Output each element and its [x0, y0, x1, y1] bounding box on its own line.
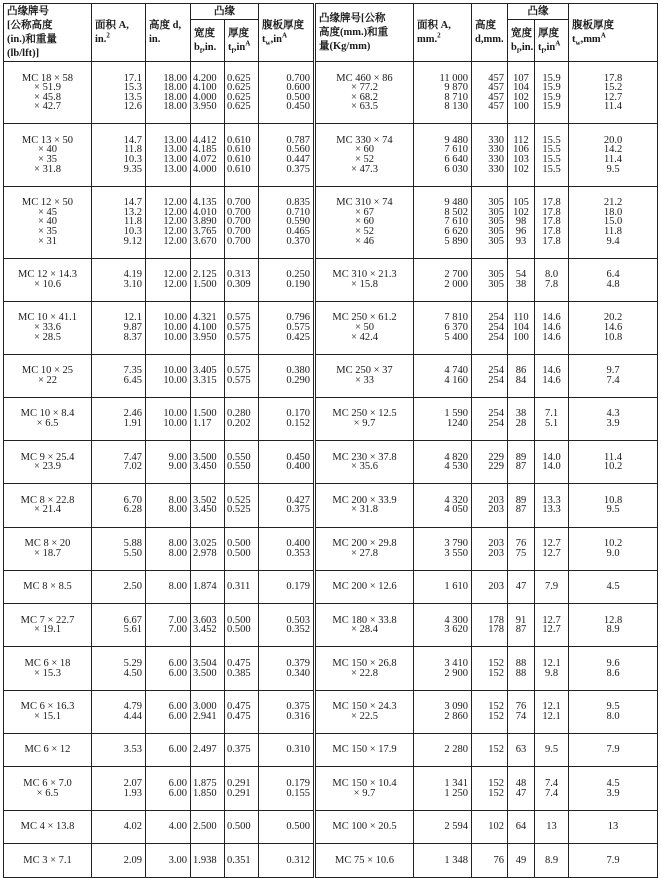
cell-si-des: MC 100 × 20.5 [315, 810, 414, 844]
table-row [4, 604, 658, 647]
cell-us-d: 18.00 18.00 18.00 18.00 [146, 62, 191, 124]
header-us-flange-thickness: 厚度 $t_f,in^A$ [225, 20, 259, 62]
cell-si-tw: 11.4 10.2 [569, 441, 658, 484]
cell-si-bf: 48 47 [508, 767, 535, 810]
cell-us-tf: 0.700 0.700 0.700 0.700 0.700 [225, 186, 259, 258]
cell-si-tf: 14.6 14.6 [535, 354, 569, 397]
cell-us-a: 5.29 4.50 [92, 647, 146, 690]
cell-si-d: 203 203 [472, 527, 508, 570]
cell-si-tw: 7.9 [569, 844, 658, 878]
cell-us-des: MC 10 × 41.1 × 33.6 × 28.5 [4, 301, 92, 354]
table-row [4, 301, 658, 354]
cell-us-d: 4.00 [146, 810, 191, 844]
cell-us-tf: 0.500 0.500 [225, 527, 259, 570]
cell-us-d: 6.00 [146, 733, 191, 767]
table-row [4, 844, 658, 878]
cell-us-des: MC 6 × 16.3 × 15.1 [4, 690, 92, 733]
cell-si-d: 152 152 [472, 767, 508, 810]
cell-us-bf: 4.321 4.100 3.950 [191, 301, 225, 354]
cell-si-tw: 6.4 4.8 [569, 258, 658, 301]
cell-us-d: 8.00 [146, 570, 191, 604]
cell-si-des: MC 250 × 61.2 × 50 × 42.4 [315, 301, 414, 354]
cell-us-a: 2.07 1.93 [92, 767, 146, 810]
cell-us-bf: 1.875 1.850 [191, 767, 225, 810]
table-row [4, 397, 658, 440]
cell-si-d: 102 [472, 810, 508, 844]
cell-si-d: 76 [472, 844, 508, 878]
cell-si-d: 254 254 254 [472, 301, 508, 354]
cell-si-tw: 13 [569, 810, 658, 844]
cell-si-a: 2 594 [414, 810, 472, 844]
cell-us-des: MC 7 × 22.7 × 19.1 [4, 604, 92, 647]
cell-si-d: 178 178 [472, 604, 508, 647]
cell-si-tw: 4.3 3.9 [569, 397, 658, 440]
cell-si-tf: 8.0 7.8 [535, 258, 569, 301]
cell-si-bf: 49 [508, 844, 535, 878]
cell-us-des: MC 6 × 18 × 15.3 [4, 647, 92, 690]
cell-si-bf: 76 75 [508, 527, 535, 570]
cell-us-des: MC 8 × 8.5 [4, 570, 92, 604]
cell-us-tw: 0.379 0.340 [259, 647, 315, 690]
cell-si-a: 4 740 4 160 [414, 354, 472, 397]
cell-us-bf: 4.135 4.010 3.890 3.765 3.670 [191, 186, 225, 258]
cell-us-tf: 0.625 0.625 0.625 0.625 [225, 62, 259, 124]
cell-us-tf: 0.475 0.385 [225, 647, 259, 690]
cell-us-a: 2.50 [92, 570, 146, 604]
cell-us-a: 2.09 [92, 844, 146, 878]
header-us-designation: 凸缘牌号 [公称高度 (in.)和重量 (lb/lft)] [4, 4, 92, 62]
table-row [4, 124, 658, 186]
cell-si-tf: 7.4 7.4 [535, 767, 569, 810]
cell-si-d: 152 [472, 733, 508, 767]
cell-us-tw: 0.835 0.710 0.590 0.465 0.370 [259, 186, 315, 258]
table-row [4, 186, 658, 258]
cell-us-d: 9.00 9.00 [146, 441, 191, 484]
cell-si-des: MC 180 × 33.8 × 28.4 [315, 604, 414, 647]
cell-si-a: 7 810 6 370 5 400 [414, 301, 472, 354]
cell-us-d: 10.00 10.00 [146, 397, 191, 440]
cell-si-bf: 64 [508, 810, 535, 844]
table-row [4, 354, 658, 397]
cell-us-tw: 0.250 0.190 [259, 258, 315, 301]
cell-si-des: MC 150 × 10.4 × 9.7 [315, 767, 414, 810]
cell-us-tw: 0.170 0.152 [259, 397, 315, 440]
cell-si-a: 9 480 8 502 7 610 6 620 5 890 [414, 186, 472, 258]
table-row [4, 258, 658, 301]
cell-us-tw: 0.179 [259, 570, 315, 604]
cell-si-bf: 112 106 103 102 [508, 124, 535, 186]
cell-si-a: 4 820 4 530 [414, 441, 472, 484]
cell-si-des: MC 250 × 12.5 × 9.7 [315, 397, 414, 440]
cell-us-des: MC 3 × 7.1 [4, 844, 92, 878]
cell-us-bf: 3.502 3.450 [191, 484, 225, 527]
table-row [4, 527, 658, 570]
cell-us-bf: 1.500 1.17 [191, 397, 225, 440]
table-header [4, 4, 658, 62]
cell-si-a: 3 090 2 860 [414, 690, 472, 733]
cell-si-d: 254 254 [472, 397, 508, 440]
cell-si-tf: 8.9 [535, 844, 569, 878]
cell-si-tw: 9.7 7.4 [569, 354, 658, 397]
cell-us-des: MC 6 × 7.0 × 6.5 [4, 767, 92, 810]
cell-si-bf: 89 87 [508, 484, 535, 527]
cell-si-a: 11 000 9 870 8 710 8 130 [414, 62, 472, 124]
cell-si-des: MC 150 × 24.3 × 22.5 [315, 690, 414, 733]
cell-si-a: 4 320 4 050 [414, 484, 472, 527]
cell-us-tf: 0.375 [225, 733, 259, 767]
cell-si-a: 4 300 3 620 [414, 604, 472, 647]
cell-us-des: MC 9 × 25.4 × 23.9 [4, 441, 92, 484]
cell-us-bf: 3.025 2.978 [191, 527, 225, 570]
cell-us-bf: 3.000 2.941 [191, 690, 225, 733]
cell-si-tw: 4.5 3.9 [569, 767, 658, 810]
channel-properties-sheet [3, 3, 657, 878]
cell-si-bf: 47 [508, 570, 535, 604]
cell-si-a: 1 341 1 250 [414, 767, 472, 810]
header-si-flange: 凸缘 [508, 4, 569, 20]
table-row [4, 647, 658, 690]
cell-us-tw: 0.312 [259, 844, 315, 878]
cell-si-bf: 54 38 [508, 258, 535, 301]
cell-us-bf: 1.938 [191, 844, 225, 878]
cell-si-bf: 107 104 102 100 [508, 62, 535, 124]
cell-si-tw: 10.2 9.0 [569, 527, 658, 570]
header-us-depth: 高度 d, in. [146, 4, 191, 62]
cell-us-a: 7.35 6.45 [92, 354, 146, 397]
cell-us-tw: 0.796 0.575 0.425 [259, 301, 315, 354]
cell-si-bf: 89 87 [508, 441, 535, 484]
cell-si-d: 330 330 330 330 [472, 124, 508, 186]
cell-si-tf: 13.3 13.3 [535, 484, 569, 527]
cell-si-des: MC 460 × 86 × 77.2 × 68.2 × 63.5 [315, 62, 414, 124]
cell-us-tf: 0.575 0.575 0.575 [225, 301, 259, 354]
header-us-flange-width: 宽度 $b_f,in$. [191, 20, 225, 62]
cell-us-tw: 0.375 0.316 [259, 690, 315, 733]
header-us-flange: 凸缘 [191, 4, 259, 20]
cell-us-d: 10.00 10.00 [146, 354, 191, 397]
cell-us-tf: 0.500 [225, 810, 259, 844]
cell-us-a: 5.88 5.50 [92, 527, 146, 570]
table-body [4, 62, 658, 878]
cell-us-d: 6.00 6.00 [146, 767, 191, 810]
cell-si-tf: 12.7 12.7 [535, 527, 569, 570]
cell-si-bf: 63 [508, 733, 535, 767]
cell-si-bf: 38 28 [508, 397, 535, 440]
table-row [4, 441, 658, 484]
cell-us-bf: 1.874 [191, 570, 225, 604]
cell-si-tw: 20.2 14.6 10.8 [569, 301, 658, 354]
cell-us-des: MC 4 × 13.8 [4, 810, 92, 844]
header-si-designation: 凸缘牌号[公称 高度(mm.)和重 量(Kg/mm) [315, 4, 414, 62]
cell-si-des: MC 330 × 74 × 60 × 52 × 47.3 [315, 124, 414, 186]
cell-si-des: MC 150 × 17.9 [315, 733, 414, 767]
cell-us-tf: 0.525 0.525 [225, 484, 259, 527]
cell-si-tw: 9.6 8.6 [569, 647, 658, 690]
cell-us-bf: 2.125 1.500 [191, 258, 225, 301]
cell-us-des: MC 8 × 22.8 × 21.4 [4, 484, 92, 527]
cell-si-tf: 9.5 [535, 733, 569, 767]
cell-us-bf: 2.497 [191, 733, 225, 767]
header-si-flange-thickness: 厚度 $t_f,in^A$ [535, 20, 569, 62]
cell-si-d: 305 305 305 305 305 [472, 186, 508, 258]
cell-us-d: 8.00 8.00 [146, 527, 191, 570]
cell-si-des: MC 75 × 10.6 [315, 844, 414, 878]
cell-si-tf: 7.9 [535, 570, 569, 604]
cell-si-bf: 86 84 [508, 354, 535, 397]
cell-us-d: 13.00 13.00 13.00 13.00 [146, 124, 191, 186]
cell-us-tf: 0.500 0.500 [225, 604, 259, 647]
cell-us-tw: 0.427 0.375 [259, 484, 315, 527]
cell-us-des: MC 10 × 8.4 × 6.5 [4, 397, 92, 440]
cell-si-des: MC 310 × 74 × 67 × 60 × 52 × 46 [315, 186, 414, 258]
cell-us-a: 4.02 [92, 810, 146, 844]
cell-si-d: 203 [472, 570, 508, 604]
cell-us-a: 6.70 6.28 [92, 484, 146, 527]
cell-us-tf: 0.291 0.291 [225, 767, 259, 810]
cell-si-des: MC 200 × 12.6 [315, 570, 414, 604]
cell-us-a: 14.7 11.8 10.3 9.35 [92, 124, 146, 186]
table-row [4, 690, 658, 733]
cell-si-a: 3 410 2 900 [414, 647, 472, 690]
header-us-web: 腹板厚度 $t_w,in^A$ [259, 4, 315, 62]
cell-us-tf: 0.311 [225, 570, 259, 604]
cell-si-tf: 12.1 9.8 [535, 647, 569, 690]
cell-us-a: 17.1 15.3 13.5 12.6 [92, 62, 146, 124]
cell-us-des: MC 18 × 58 × 51.9 × 45.8 × 42.7 [4, 62, 92, 124]
cell-us-tf: 0.280 0.202 [225, 397, 259, 440]
cell-us-tf: 0.575 0.575 [225, 354, 259, 397]
cell-si-tw: 7.9 [569, 733, 658, 767]
cell-si-des: MC 230 × 37.8 × 35.6 [315, 441, 414, 484]
cell-si-d: 457 457 457 457 [472, 62, 508, 124]
cell-us-tw: 0.450 0.400 [259, 441, 315, 484]
header-si-area: 面积 A, mm.$^2$ [414, 4, 472, 62]
cell-us-a: 3.53 [92, 733, 146, 767]
cell-us-bf: 3.504 3.500 [191, 647, 225, 690]
cell-us-tw: 0.500 [259, 810, 315, 844]
cell-si-bf: 105 102 98 96 93 [508, 186, 535, 258]
cell-si-des: MC 200 × 33.9 × 31.8 [315, 484, 414, 527]
cell-si-tf: 7.1 5.1 [535, 397, 569, 440]
cell-us-tf: 0.313 0.309 [225, 258, 259, 301]
cell-us-tf: 0.351 [225, 844, 259, 878]
cell-us-d: 7.00 7.00 [146, 604, 191, 647]
cell-us-d: 6.00 6.00 [146, 647, 191, 690]
cell-us-a: 7.47 7.02 [92, 441, 146, 484]
cell-si-tf: 13 [535, 810, 569, 844]
cell-si-tf: 17.8 17.8 17.8 17.8 17.8 [535, 186, 569, 258]
table-row [4, 484, 658, 527]
cell-si-d: 254 254 [472, 354, 508, 397]
cell-us-tw: 0.179 0.155 [259, 767, 315, 810]
cell-si-tw: 17.8 15.2 12.7 11.4 [569, 62, 658, 124]
cell-si-bf: 76 74 [508, 690, 535, 733]
cell-si-bf: 110 104 100 [508, 301, 535, 354]
table-row [4, 767, 658, 810]
cell-us-bf: 3.603 3.452 [191, 604, 225, 647]
cell-us-d: 6.00 6.00 [146, 690, 191, 733]
cell-si-a: 2 700 2 000 [414, 258, 472, 301]
cell-us-a: 2.46 1.91 [92, 397, 146, 440]
cell-si-a: 3 790 3 550 [414, 527, 472, 570]
cell-us-a: 6.67 5.61 [92, 604, 146, 647]
cell-si-tw: 12.8 8.9 [569, 604, 658, 647]
cell-si-tf: 12.7 12.7 [535, 604, 569, 647]
cell-us-tw: 0.400 0.353 [259, 527, 315, 570]
cell-si-des: MC 200 × 29.8 × 27.8 [315, 527, 414, 570]
cell-us-a: 12.1 9.87 8.37 [92, 301, 146, 354]
cell-us-tf: 0.550 0.550 [225, 441, 259, 484]
cell-us-des: MC 8 × 20 × 18.7 [4, 527, 92, 570]
cell-us-d: 3.00 [146, 844, 191, 878]
cell-us-d: 12.00 12.00 12.00 12.00 12.00 [146, 186, 191, 258]
cell-si-tf: 12.1 12.1 [535, 690, 569, 733]
cell-us-tw: 0.787 0.560 0.447 0.375 [259, 124, 315, 186]
cell-si-tw: 9.5 8.0 [569, 690, 658, 733]
cell-us-tw: 0.503 0.352 [259, 604, 315, 647]
cell-si-tw: 4.5 [569, 570, 658, 604]
cell-us-tf: 0.475 0.475 [225, 690, 259, 733]
header-us-area: 面积 A, in.$^2$ [92, 4, 146, 62]
cell-si-des: MC 150 × 26.8 × 22.8 [315, 647, 414, 690]
table-row [4, 733, 658, 767]
header-si-flange-width: 宽度 $b_f,in$. [508, 20, 535, 62]
cell-si-d: 203 203 [472, 484, 508, 527]
table-row [4, 62, 658, 124]
cell-si-des: MC 310 × 21.3 × 15.8 [315, 258, 414, 301]
channel-properties-table [3, 3, 658, 878]
cell-si-a: 1 348 [414, 844, 472, 878]
cell-si-d: 152 152 [472, 690, 508, 733]
cell-us-tw: 0.700 0.600 0.500 0.450 [259, 62, 315, 124]
cell-si-tw: 10.8 9.5 [569, 484, 658, 527]
cell-si-tf: 14.0 14.0 [535, 441, 569, 484]
cell-us-tw: 0.310 [259, 733, 315, 767]
cell-si-a: 9 480 7 610 6 640 6 030 [414, 124, 472, 186]
header-si-web: 腹板厚度 $t_w,mm^A$ [569, 4, 658, 62]
header-si-depth: 高度 d,mm. [472, 4, 508, 62]
cell-us-a: 4.19 3.10 [92, 258, 146, 301]
cell-si-a: 2 280 [414, 733, 472, 767]
cell-us-bf: 3.405 3.315 [191, 354, 225, 397]
cell-us-d: 8.00 8.00 [146, 484, 191, 527]
cell-us-bf: 4.200 4.100 4.000 3.950 [191, 62, 225, 124]
table-row [4, 570, 658, 604]
cell-us-des: MC 12 × 14.3 × 10.6 [4, 258, 92, 301]
cell-si-des: MC 250 × 37 × 33 [315, 354, 414, 397]
cell-si-a: 1 590 1240 [414, 397, 472, 440]
cell-us-d: 12.00 12.00 [146, 258, 191, 301]
cell-si-tf: 15.9 15.9 15.9 15.9 [535, 62, 569, 124]
cell-si-bf: 91 87 [508, 604, 535, 647]
cell-us-des: MC 6 × 12 [4, 733, 92, 767]
cell-si-tw: 20.0 14.2 11.4 9.5 [569, 124, 658, 186]
cell-si-d: 229 229 [472, 441, 508, 484]
cell-si-tf: 15.5 15.5 15.5 15.5 [535, 124, 569, 186]
cell-us-a: 4.79 4.44 [92, 690, 146, 733]
cell-si-d: 152 152 [472, 647, 508, 690]
cell-us-tf: 0.610 0.610 0.610 0.610 [225, 124, 259, 186]
cell-us-des: MC 13 × 50 × 40 × 35 × 31.8 [4, 124, 92, 186]
cell-us-d: 10.00 10.00 10.00 [146, 301, 191, 354]
cell-us-des: MC 12 × 50 × 45 × 40 × 35 × 31 [4, 186, 92, 258]
cell-us-a: 14.7 13.2 11.8 10.3 9.12 [92, 186, 146, 258]
cell-us-bf: 4.412 4.185 4.072 4.000 [191, 124, 225, 186]
cell-us-des: MC 10 × 25 × 22 [4, 354, 92, 397]
cell-si-a: 1 610 [414, 570, 472, 604]
cell-si-tw: 21.2 18.0 15.0 11.8 9.4 [569, 186, 658, 258]
cell-si-tf: 14.6 14.6 14.6 [535, 301, 569, 354]
cell-si-d: 305 305 [472, 258, 508, 301]
cell-us-bf: 3.500 3.450 [191, 441, 225, 484]
cell-si-bf: 88 88 [508, 647, 535, 690]
cell-us-bf: 2.500 [191, 810, 225, 844]
cell-us-tw: 0.380 0.290 [259, 354, 315, 397]
